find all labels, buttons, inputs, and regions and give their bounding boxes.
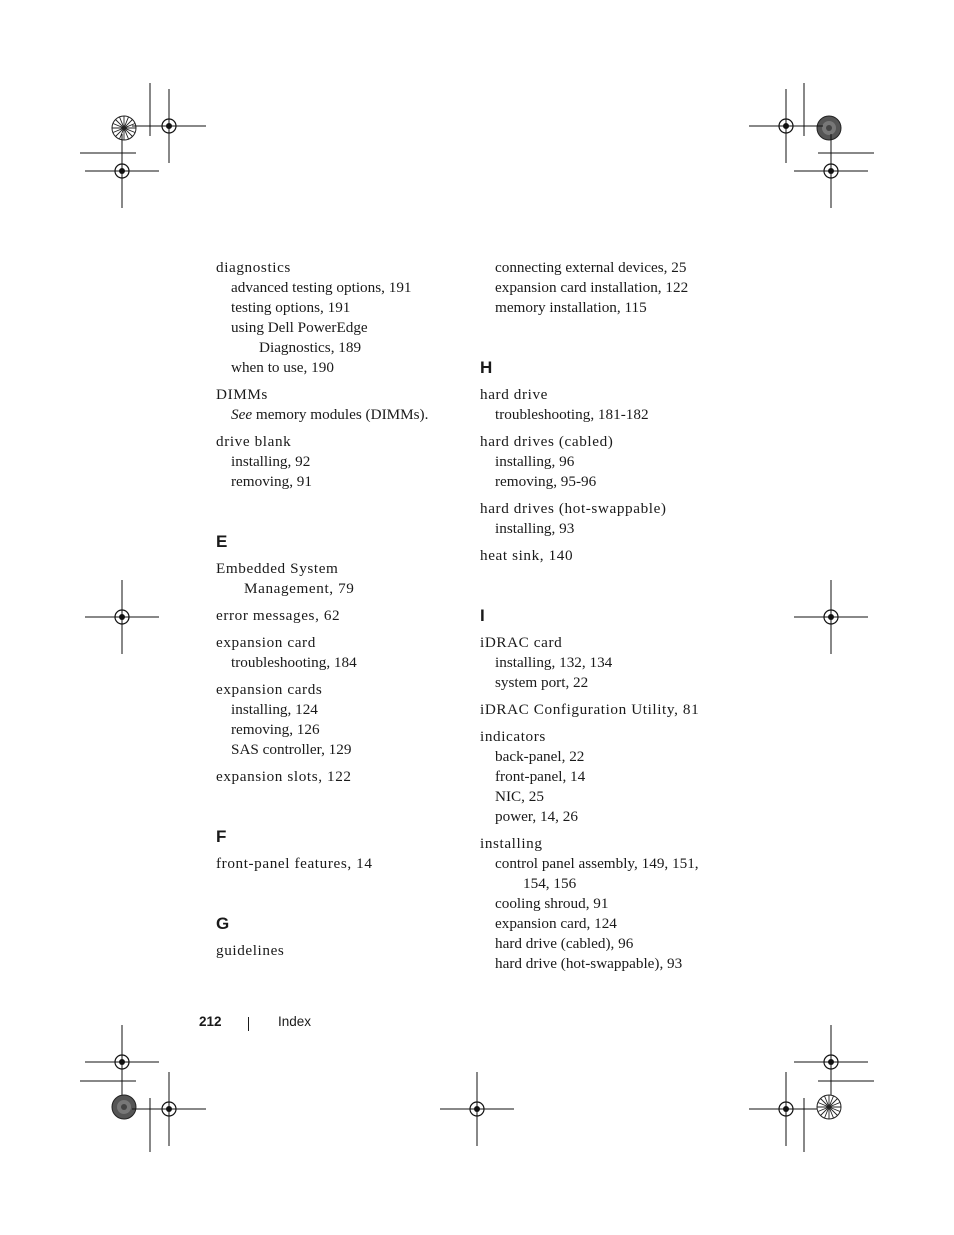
index-subentry: memory installation, 115 <box>495 299 647 316</box>
index-subentry-text: control panel assembly, 149, 151, <box>495 855 699 872</box>
index-entry <box>216 385 466 425</box>
index-entry <box>216 606 466 626</box>
index-entry <box>480 700 740 720</box>
gray-target-icon <box>817 116 841 140</box>
index-subentry: back-panel, 22 <box>495 748 585 765</box>
index-subentry: connecting external devices, 25 <box>495 259 687 276</box>
index-entry <box>480 633 740 693</box>
index-entry <box>480 432 740 492</box>
crosshair-icon <box>794 580 868 654</box>
index-subentry: installing, 93 <box>495 520 575 537</box>
index-subentry-continuation: Diagnostics, 189 <box>259 339 362 356</box>
footer-section-label: Index <box>278 1014 312 1029</box>
index-subentry: power, 14, 26 <box>495 808 578 825</box>
index-term-continuation: Management, 79 <box>244 580 355 597</box>
index-column-right <box>480 258 740 981</box>
star-target-icon <box>112 116 136 140</box>
index-subentry: installing, 132, 134 <box>495 654 613 671</box>
index-subentry-continuation: 154, 156 <box>523 875 577 892</box>
index-subentry: testing options, 191 <box>231 299 351 316</box>
index-entry <box>480 546 740 566</box>
crosshair-icon <box>85 580 159 654</box>
index-column-left <box>216 258 466 968</box>
index-term: drive blank <box>216 433 292 450</box>
index-entry <box>480 834 740 974</box>
index-section-h <box>480 358 740 566</box>
section-heading: F <box>216 827 227 846</box>
index-see-reference <box>216 405 466 425</box>
index-subentry: hard drive (cabled), 96 <box>495 935 634 952</box>
page-footer <box>199 1014 312 1029</box>
index-subentry <box>216 318 466 358</box>
section-heading: G <box>216 914 230 933</box>
index-entry <box>216 633 466 673</box>
crosshair-icon <box>749 1072 823 1146</box>
index-subentry: when to use, 190 <box>231 359 334 376</box>
index-subentry: NIC, 25 <box>495 788 544 805</box>
section-heading: E <box>216 532 228 551</box>
crosshair-icon <box>85 134 159 208</box>
index-term: guidelines <box>216 942 285 959</box>
index-subentry: expansion card installation, 122 <box>495 279 689 296</box>
section-heading: I <box>480 606 485 625</box>
index-entry <box>216 854 466 874</box>
index-term: expansion slots, 122 <box>216 768 352 785</box>
section-heading: H <box>480 358 493 377</box>
index-term: diagnostics <box>216 259 291 276</box>
index-subentry: troubleshooting, 181-182 <box>495 406 649 423</box>
index-entry-continued <box>480 258 740 318</box>
index-entry <box>216 432 466 492</box>
index-subentry: front-panel, 14 <box>495 768 586 785</box>
star-target-icon <box>817 1095 841 1119</box>
index-section-f <box>216 827 466 874</box>
page-number: 212 <box>199 1014 222 1029</box>
crosshair-icon <box>749 89 823 163</box>
index-section-e <box>216 532 466 787</box>
crosshair-icon <box>85 1025 159 1099</box>
see-target: memory modules (DIMMs). <box>252 406 429 423</box>
index-term: front-panel features, 14 <box>216 855 373 872</box>
index-subentry-text: using Dell PowerEdge <box>231 319 368 336</box>
index-term: error messages, 62 <box>216 607 341 624</box>
index-subentry: installing, 92 <box>231 453 311 470</box>
index-subentry: system port, 22 <box>495 674 589 691</box>
index-term: indicators <box>480 728 546 745</box>
index-entry <box>216 680 466 760</box>
index-term: heat sink, 140 <box>480 547 574 564</box>
index-term: iDRAC Configuration Utility, 81 <box>480 701 700 718</box>
index-subentry: removing, 95-96 <box>495 473 597 490</box>
index-subentry: expansion card, 124 <box>495 915 617 932</box>
see-label: See <box>231 406 253 423</box>
index-term: iDRAC card <box>480 634 563 651</box>
index-subentry: cooling shroud, 91 <box>495 895 609 912</box>
index-entry <box>216 258 466 378</box>
index-subentry: troubleshooting, 184 <box>231 654 357 671</box>
index-subentry: removing, 91 <box>231 473 312 490</box>
index-term: DIMMs <box>216 386 268 403</box>
crosshair-icon <box>132 89 206 163</box>
index-entry <box>480 499 740 539</box>
index-term: Embedded System <box>216 560 339 577</box>
gray-target-icon <box>112 1095 136 1119</box>
index-subentry: removing, 126 <box>231 721 320 738</box>
index-term: hard drive <box>480 386 548 403</box>
index-entry <box>480 385 740 425</box>
index-section-i <box>480 606 740 974</box>
index-term: installing <box>480 835 543 852</box>
index-term: hard drives (cabled) <box>480 433 614 450</box>
index-entry <box>216 767 466 787</box>
index-subentry: installing, 124 <box>231 701 318 718</box>
index-entry <box>216 941 466 961</box>
crosshair-icon <box>794 134 868 208</box>
index-term: hard drives (hot-swappable) <box>480 500 667 517</box>
index-subentry: hard drive (hot-swappable), 93 <box>495 955 683 972</box>
index-entry <box>216 559 466 599</box>
footer-separator <box>248 1017 249 1031</box>
index-section-g <box>216 914 466 961</box>
index-term: expansion cards <box>216 681 323 698</box>
index-subentry: advanced testing options, 191 <box>231 279 412 296</box>
index-subentry: installing, 96 <box>495 453 575 470</box>
index-entry <box>480 727 740 827</box>
crosshair-icon <box>440 1072 514 1146</box>
index-term: expansion card <box>216 634 316 651</box>
index-subentry: SAS controller, 129 <box>231 741 352 758</box>
index-subentry <box>480 854 740 894</box>
crosshair-icon <box>132 1072 206 1146</box>
crosshair-icon <box>794 1025 868 1099</box>
